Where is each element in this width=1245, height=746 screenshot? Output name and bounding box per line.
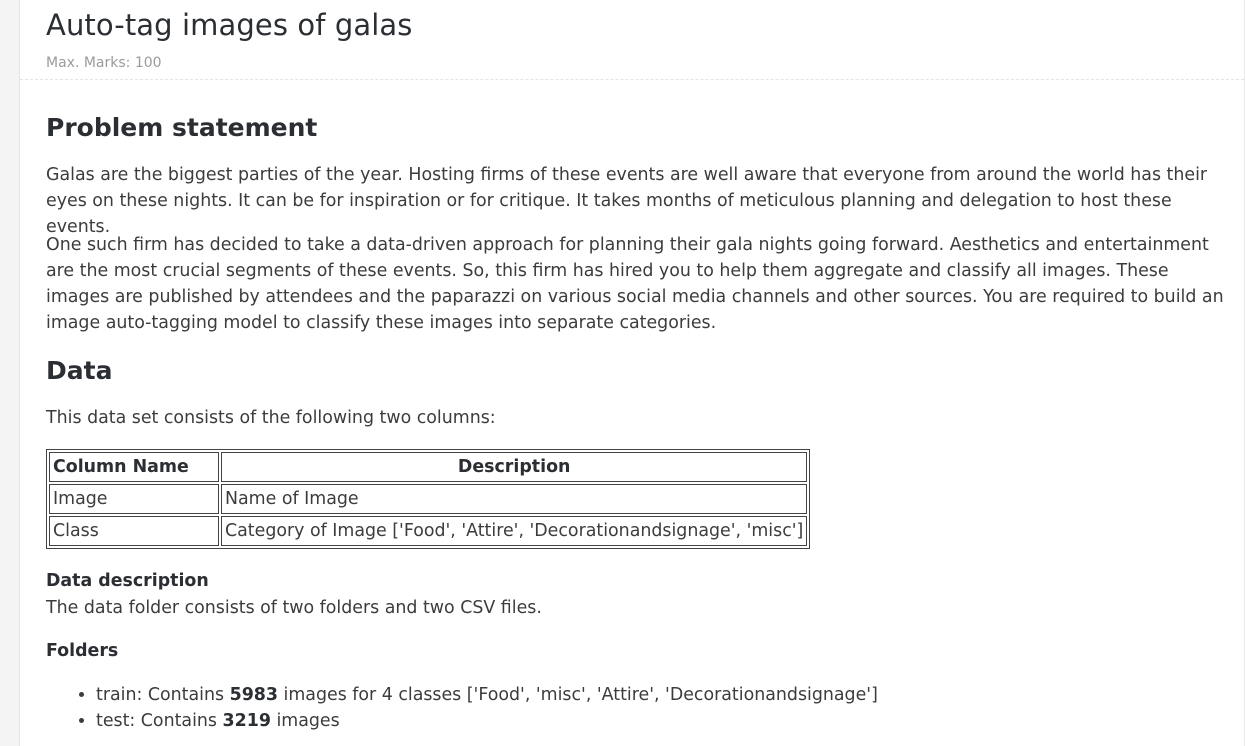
problem-paragraph-1: Galas are the biggest parties of the year. Hosting firms of these events are well aware that everyone from around the world has their eyes on these nights. It can be for inspiration or for critique. It takes months of meticulous planning and delegation to host these events. [46,165,1208,237]
folders-heading: Folders [46,641,119,661]
folder-item-suffix: images [270,711,340,731]
folder-item-count: 3219 [222,711,271,731]
data-heading: Data [46,356,113,385]
table-header-row [49,452,807,482]
table-cell: Category of Image ['Food', 'Attire', 'Decorationandsignage', 'misc'] [221,516,807,546]
problem-page [19,0,1244,746]
table-cell: Name of Image [221,484,807,514]
folder-item-suffix: images for 4 classes ['Food', 'misc', 'Attire', 'Decorationandsignage'] [278,685,878,705]
page-header [20,0,1244,80]
problem-paragraph-2: One such firm has decided to take a data-driven approach for planning their gala nights going forward. Aesthetics and entertainment are the most crucial segments of these events. So, this firm has hired you to help them aggregate and classify all images. These images are published by attendees and the paparazzi on various social media channels and other sources. You are required to build an image auto-tagging model to classify these images into separate categories. [46,235,1224,333]
list-item [96,682,878,708]
folder-item-prefix: train: Contains [96,685,230,705]
max-marks-label: Max. Marks: 100 [46,55,162,71]
problem-statement-heading: Problem statement [46,113,318,142]
data-description-text: The data folder consists of two folders and two CSV files. [46,598,542,618]
data-description-heading: Data description [46,571,209,591]
folders-list [46,682,878,734]
table-row [49,484,807,514]
columns-table [46,449,810,549]
table-header-description: Description [221,452,807,482]
list-item [96,708,878,734]
folder-item-prefix: test: Contains [96,711,223,731]
folder-item-count: 5983 [229,685,278,705]
table-row [49,516,807,546]
data-intro: This data set consists of the following two columns: [46,408,496,428]
table-header-column-name: Column Name [49,452,219,482]
table-cell: Image [49,484,219,514]
page-title: Auto-tag images of galas [46,8,413,42]
table-cell: Class [49,516,219,546]
